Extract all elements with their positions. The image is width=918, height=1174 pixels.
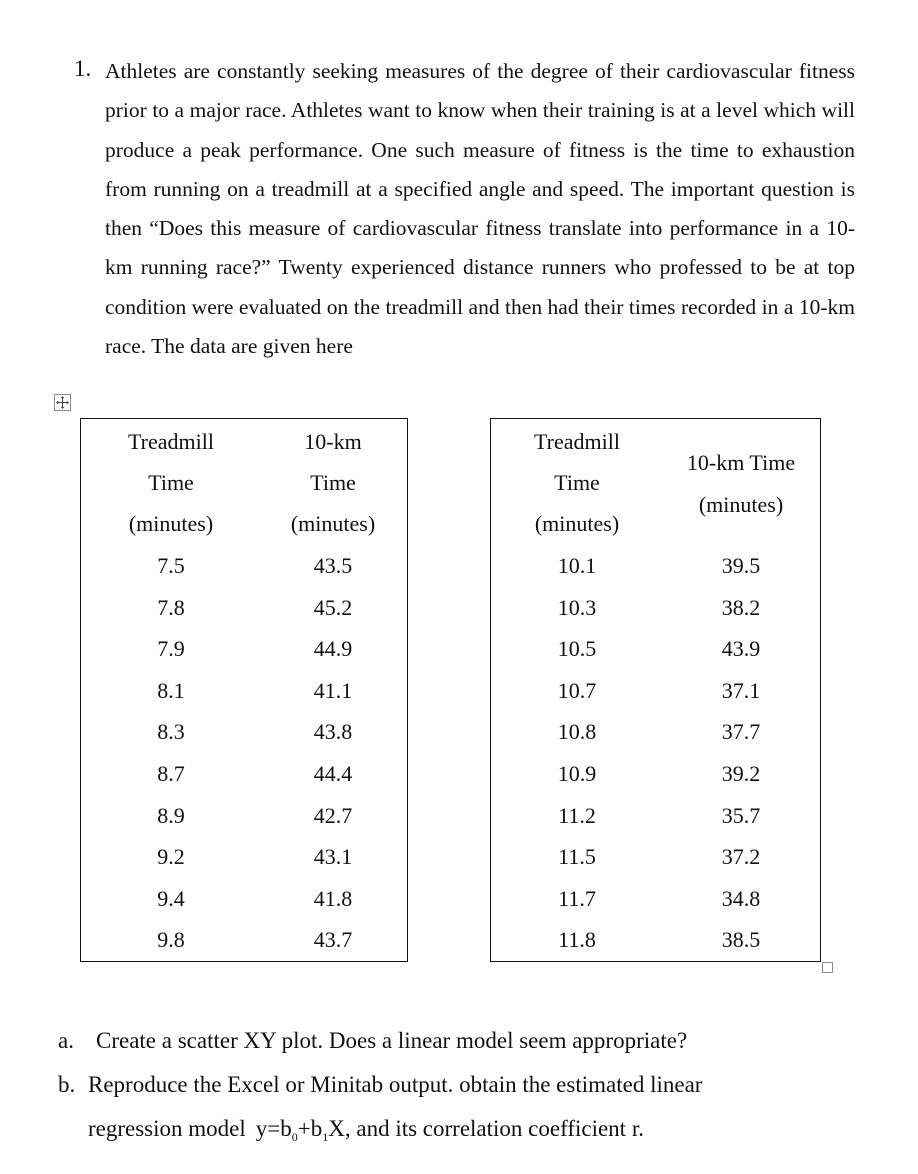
data-table-right bbox=[490, 418, 821, 962]
header-line: Treadmill bbox=[534, 429, 620, 454]
table-cell: 9.4 bbox=[157, 885, 185, 911]
table-cell: 10.3 bbox=[557, 594, 597, 620]
regression-equation bbox=[255, 1116, 351, 1144]
race-column bbox=[253, 545, 413, 961]
table-cell: 10.8 bbox=[557, 719, 597, 745]
header-race-time bbox=[253, 419, 413, 544]
equation-y: y=b bbox=[255, 1116, 292, 1141]
table-cell: 9.2 bbox=[157, 844, 185, 870]
table-cell: 37.7 bbox=[721, 719, 761, 745]
table-cell: 7.5 bbox=[157, 553, 185, 578]
table-cell: 35.7 bbox=[721, 802, 761, 828]
header-line: Treadmill bbox=[128, 429, 214, 454]
table-cell: 10.1 bbox=[557, 553, 597, 578]
header-line: (minutes) bbox=[290, 511, 376, 536]
header-line: Time bbox=[554, 470, 600, 495]
treadmill-column bbox=[91, 545, 251, 961]
header-line: Time bbox=[148, 470, 194, 495]
subscript-0: 0 bbox=[291, 1130, 298, 1144]
table-cell: 38.2 bbox=[721, 594, 761, 620]
table-cell: 11.5 bbox=[558, 844, 596, 870]
part-b bbox=[58, 1065, 858, 1105]
question-number: 1. bbox=[74, 56, 92, 81]
part-b-cont-pre: regression model bbox=[88, 1116, 246, 1141]
table-cell: 39.5 bbox=[721, 553, 761, 578]
part-b-label: b. bbox=[58, 1072, 76, 1097]
table-cell: 8.9 bbox=[157, 802, 185, 828]
part-a bbox=[58, 1021, 858, 1061]
table-cell: 7.9 bbox=[157, 636, 185, 662]
table-cell: 10.5 bbox=[557, 636, 597, 662]
table-resize-handle-icon[interactable] bbox=[822, 962, 833, 973]
header-line: 10-km Time bbox=[686, 450, 796, 475]
table-cell: 43.5 bbox=[313, 553, 353, 578]
table-cell: 41.1 bbox=[313, 677, 353, 703]
race-column bbox=[661, 545, 821, 961]
table-cell: 42.7 bbox=[313, 802, 353, 828]
table-cell: 7.8 bbox=[157, 594, 185, 620]
header-race-time bbox=[661, 419, 821, 526]
table-cell: 11.2 bbox=[558, 802, 596, 828]
table-cell: 11.7 bbox=[558, 885, 596, 911]
data-table-left bbox=[80, 418, 408, 962]
table-cell: 43.8 bbox=[313, 719, 353, 745]
table-cell: 10.7 bbox=[557, 677, 597, 703]
part-a-text: Create a scatter XY plot. Does a linear model seem appropriate? bbox=[96, 1028, 688, 1053]
header-line: (minutes) bbox=[534, 511, 620, 536]
table-cell: 8.7 bbox=[157, 760, 185, 786]
header-line: 10-km bbox=[304, 429, 362, 454]
table-cell: 8.3 bbox=[157, 719, 185, 745]
question-text: Athletes are constantly seeking measures of the degree of their cardiovascular fitness prior to a major race. Athletes want to know when their training is at a level which will produce a peak performance. One such measure of fitness is the time to exhaustion from running on a treadmill at a specified angle and speed. The important question is then “Does this measure of cardiovascular fitness translate into performance in a 10-km running race?” Twenty experienced distance runners who professed to be at top condition were evaluated on the treadmill and then had their times recorded in a 10-km race. The data are given here bbox=[105, 59, 855, 359]
header-line: Time bbox=[310, 470, 356, 495]
part-b-cont-post: and its correlation coefficient r. bbox=[350, 1116, 644, 1141]
table-cell: 43.1 bbox=[313, 844, 353, 870]
table-cell: 37.2 bbox=[721, 844, 761, 870]
table-cell: 11.8 bbox=[558, 927, 596, 953]
part-b-continued bbox=[88, 1109, 858, 1149]
table-cell: 37.1 bbox=[721, 677, 761, 703]
header-treadmill-time bbox=[91, 419, 251, 544]
part-b-text: Reproduce the Excel or Minitab output. obtain the estimated linear bbox=[88, 1072, 703, 1097]
table-cell: 8.1 bbox=[157, 677, 185, 703]
table-move-handle-icon[interactable] bbox=[54, 394, 71, 411]
table-cell: 39.2 bbox=[721, 760, 761, 786]
equation-x: X, bbox=[328, 1116, 351, 1141]
treadmill-column bbox=[497, 545, 657, 961]
header-treadmill-time bbox=[497, 419, 657, 544]
table-cell: 45.2 bbox=[313, 594, 353, 620]
table-cell: 44.4 bbox=[313, 760, 353, 786]
header-line: (minutes) bbox=[698, 492, 784, 517]
table-cell: 44.9 bbox=[313, 636, 353, 662]
table-cell: 43.7 bbox=[313, 927, 353, 953]
part-a-label: a. bbox=[58, 1028, 74, 1053]
equation-plus: +b bbox=[297, 1116, 323, 1141]
table-cell: 38.5 bbox=[721, 927, 761, 953]
table-cell: 43.9 bbox=[721, 636, 761, 662]
table-cell: 9.8 bbox=[157, 927, 185, 953]
subscript-1: 1 bbox=[322, 1130, 329, 1144]
table-cell: 34.8 bbox=[721, 885, 761, 911]
header-line: (minutes) bbox=[128, 511, 214, 536]
table-cell: 41.8 bbox=[313, 885, 353, 911]
table-cell: 10.9 bbox=[557, 760, 597, 786]
